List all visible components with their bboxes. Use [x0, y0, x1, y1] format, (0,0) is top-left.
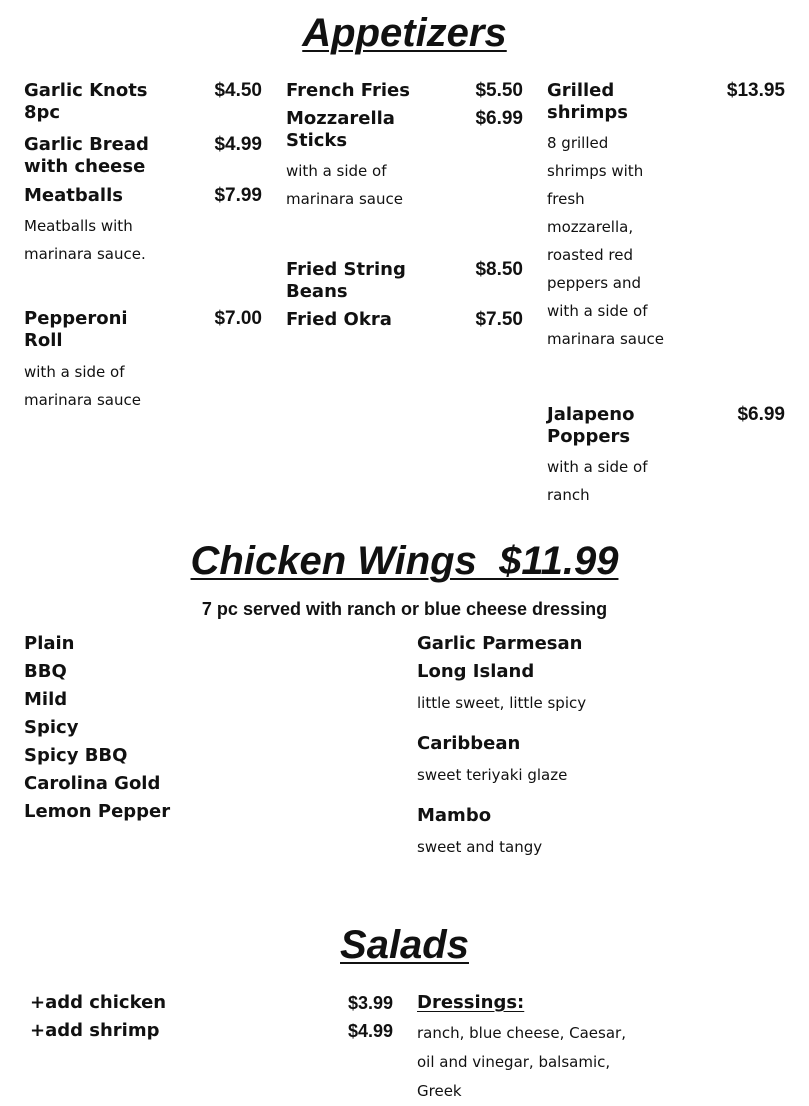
item-name-fried-string-beans: Fried String Beans: [286, 259, 406, 302]
appetizers-title: Appetizers: [302, 11, 507, 55]
item-name-garlic-bread: Garlic Bread with cheese: [24, 134, 149, 177]
item-name-garlic-knots: Garlic Knots 8pc: [24, 80, 148, 123]
item-price-fried-string-beans: $8.50: [475, 259, 523, 280]
wing-flavor-desc: sweet and tangy: [417, 838, 543, 856]
item-desc-mozzarella-sticks: with a side of marinara sauce: [286, 162, 403, 208]
addon-chicken-price: $3.99: [347, 993, 393, 1013]
item-desc-meatballs: Meatballs with marinara sauce.: [24, 217, 146, 263]
item-name-pepperoni-roll: Pepperoni Roll: [24, 308, 128, 351]
wing-flavor: Spicy BBQ: [24, 745, 128, 766]
wings-subtitle: 7 pc served with ranch or blue cheese dressing: [201, 599, 608, 619]
item-price-jalapeno-poppers: $6.99: [737, 404, 785, 425]
item-name-french-fries: French Fries: [286, 80, 410, 101]
item-price-fried-okra: $7.50: [475, 309, 523, 330]
wing-flavor: Caribbean: [417, 733, 521, 754]
item-name-jalapeno-poppers: Jalapeno Poppers: [547, 404, 635, 447]
item-desc-pepperoni-roll: with a side of marinara sauce: [24, 363, 141, 409]
salads-title: Salads: [340, 923, 469, 967]
item-price-garlic-bread: $4.99: [214, 134, 262, 155]
item-price-mozzarella-sticks: $6.99: [475, 108, 523, 129]
item-price-french-fries: $5.50: [475, 80, 523, 101]
item-desc-jalapeno-poppers: with a side of ranch: [547, 458, 648, 504]
dressings-title: Dressings:: [417, 992, 525, 1013]
item-name-fried-okra: Fried Okra: [286, 309, 392, 330]
addon-shrimp-price: $4.99: [347, 1021, 393, 1041]
item-price-meatballs: $7.99: [214, 185, 262, 206]
item-name-grilled-shrimps: Grilled shrimps: [547, 80, 628, 123]
wing-flavor: BBQ: [24, 661, 67, 682]
wing-flavor: Mambo: [417, 805, 492, 826]
wing-flavor: Carolina Gold: [24, 773, 161, 794]
wing-flavor: Garlic Parmesan: [417, 633, 583, 654]
item-name-meatballs: Meatballs: [24, 185, 123, 206]
item-price-grilled-shrimps: $13.95: [726, 80, 785, 101]
wing-flavor-desc: sweet teriyaki glaze: [417, 766, 568, 784]
dressings-list: ranch, blue cheese, Caesar, oil and vinegar, balsamic, Greek: [417, 1024, 626, 1100]
wings-title: Chicken Wings $11.99: [190, 539, 619, 583]
item-price-garlic-knots: $4.50: [214, 80, 262, 101]
wing-flavor: Plain: [24, 633, 75, 654]
addon-shrimp: +add shrimp: [30, 1020, 160, 1041]
wing-flavor: Spicy: [24, 717, 79, 738]
item-name-mozzarella-sticks: Mozzarella Sticks: [286, 108, 395, 151]
wing-flavor: Mild: [24, 689, 68, 710]
wing-flavor: Lemon Pepper: [24, 801, 171, 822]
item-price-pepperoni-roll: $7.00: [214, 308, 262, 329]
item-desc-grilled-shrimps: 8 grilled shrimps with fresh mozzarella, roasted red peppers and with a side of marinara sauce: [547, 134, 664, 348]
wing-flavor: Long Island: [417, 661, 535, 682]
addon-chicken: +add chicken: [30, 992, 167, 1013]
wing-flavor-desc: little sweet, little spicy: [417, 694, 587, 712]
